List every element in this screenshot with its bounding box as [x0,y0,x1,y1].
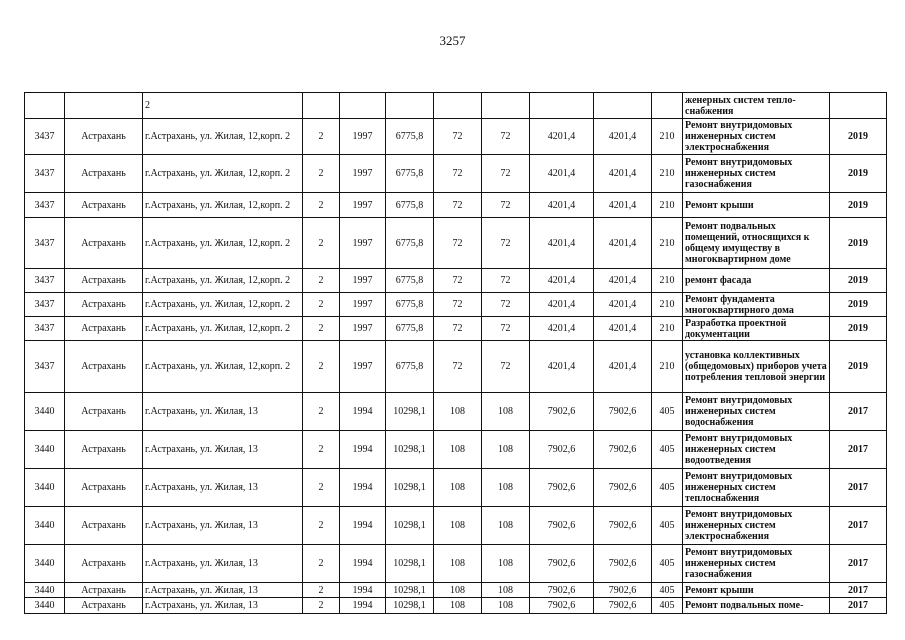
cell-col6: 108 [434,583,482,598]
cell-col10: 405 [652,393,683,431]
cell-city: Астрахань [65,469,143,507]
cell-work: Ремонт внутридомовых инженерных систем электроснабжения [683,119,830,155]
cell-col7: 72 [482,317,530,341]
cell-col9: 7902,6 [594,583,652,598]
cell-work: Ремонт крыши [683,193,830,218]
cell-address: г.Астрахань, ул. Жилая, 12,корп. 2 [143,119,303,155]
table-row [25,469,887,507]
cell-city: Астрахань [65,393,143,431]
table-row [25,393,887,431]
cell-col7: 108 [482,545,530,583]
table-row [25,317,887,341]
cell-total-area: 10298,1 [386,545,434,583]
cell-total-area: 10298,1 [386,583,434,598]
cell-empty [25,93,65,119]
cell-id: 3437 [25,341,65,393]
cell-total-area: 6775,8 [386,218,434,269]
cell-year: 1997 [340,193,386,218]
cell-plan-year: 2017 [830,598,887,614]
cell-col6: 72 [434,218,482,269]
cell-col9: 4201,4 [594,119,652,155]
cell-floors: 2 [303,317,340,341]
cell-col6: 72 [434,193,482,218]
cell-col6: 108 [434,598,482,614]
cell-city: Астрахань [65,293,143,317]
cell-city: Астрахань [65,507,143,545]
cell-id: 3440 [25,431,65,469]
cell-empty [530,93,594,119]
cell-year: 1994 [340,393,386,431]
registry-table [24,92,887,614]
cell-col7: 72 [482,119,530,155]
cell-col9: 4201,4 [594,269,652,293]
cell-col8: 7902,6 [530,598,594,614]
cell-col7: 108 [482,393,530,431]
cell-plan-year: 2019 [830,317,887,341]
cell-city: Астрахань [65,193,143,218]
cell-col7: 108 [482,598,530,614]
cell-year: 1994 [340,507,386,545]
cell-col6: 72 [434,293,482,317]
cell-year: 1997 [340,317,386,341]
cell-col10: 405 [652,598,683,614]
cell-plan-year: 2017 [830,469,887,507]
cell-work: Разработка проектной документации [683,317,830,341]
cell-total-area: 10298,1 [386,598,434,614]
cell-address: г.Астрахань, ул. Жилая, 12,корп. 2 [143,293,303,317]
cell-plan-year: 2019 [830,341,887,393]
cell-empty [434,93,482,119]
cell-floors: 2 [303,218,340,269]
cell-address: г.Астрахань, ул. Жилая, 13 [143,583,303,598]
cell-col7: 72 [482,193,530,218]
cell-col8: 4201,4 [530,218,594,269]
cell-floors: 2 [303,393,340,431]
cell-col6: 72 [434,155,482,193]
cell-id: 3440 [25,583,65,598]
cell-year: 1994 [340,469,386,507]
table-row [25,431,887,469]
cell-col6: 108 [434,507,482,545]
cell-year: 1994 [340,583,386,598]
cell-address: г.Астрахань, ул. Жилая, 13 [143,469,303,507]
cell-total-area: 6775,8 [386,341,434,393]
cell-total-area: 6775,8 [386,155,434,193]
cell-col9: 7902,6 [594,431,652,469]
cell-col7: 72 [482,218,530,269]
cell-empty [830,93,887,119]
cell-floors: 2 [303,293,340,317]
cell-address: г.Астрахань, ул. Жилая, 13 [143,507,303,545]
cell-id: 3437 [25,269,65,293]
cell-col10: 210 [652,218,683,269]
cell-plan-year: 2019 [830,119,887,155]
cell-total-area: 6775,8 [386,269,434,293]
cell-address: г.Астрахань, ул. Жилая, 12,корп. 2 [143,341,303,393]
cell-plan-year: 2017 [830,393,887,431]
cell-work: ремонт фасада [683,269,830,293]
cell-city: Астрахань [65,218,143,269]
cell-work: Ремонт подвальных помещений, относящихся к общему имуществу в многоквартирном доме [683,218,830,269]
cell-id: 3437 [25,293,65,317]
table-row [25,341,887,393]
cell-floors: 2 [303,583,340,598]
cell-col6: 108 [434,469,482,507]
cell-col10: 405 [652,431,683,469]
cell-plan-year: 2017 [830,507,887,545]
cell-city: Астрахань [65,269,143,293]
cell-col7: 108 [482,507,530,545]
cell-floors: 2 [303,119,340,155]
cell-col8: 4201,4 [530,317,594,341]
cell-col10: 210 [652,269,683,293]
cell-col9: 7902,6 [594,507,652,545]
cell-total-area: 6775,8 [386,193,434,218]
cell-address: г.Астрахань, ул. Жилая, 13 [143,431,303,469]
table-row [25,269,887,293]
cell-address: г.Астрахань, ул. Жилая, 12,корп. 2 [143,317,303,341]
cell-work: Ремонт крыши [683,583,830,598]
cell-col8: 7902,6 [530,431,594,469]
cell-col10: 210 [652,155,683,193]
cell-year: 1997 [340,155,386,193]
cell-col8: 4201,4 [530,155,594,193]
table-row [25,193,887,218]
cell-city: Астрахань [65,317,143,341]
cell-floors: 2 [303,598,340,614]
cell-plan-year: 2019 [830,269,887,293]
cell-total-area: 10298,1 [386,431,434,469]
cell-floors: 2 [303,269,340,293]
cell-col8: 7902,6 [530,507,594,545]
table-row [25,598,887,614]
table-row [25,119,887,155]
cell-id: 3440 [25,545,65,583]
cell-address: 2 [143,93,303,119]
cell-col10: 210 [652,341,683,393]
cell-address: г.Астрахань, ул. Жилая, 12,корп. 2 [143,218,303,269]
cell-col7: 72 [482,269,530,293]
cell-work: Ремонт внутридомовых инженерных систем водоснабжения [683,393,830,431]
cell-col6: 72 [434,119,482,155]
cell-col9: 7902,6 [594,469,652,507]
cell-floors: 2 [303,545,340,583]
cell-city: Астрахань [65,583,143,598]
cell-floors: 2 [303,193,340,218]
cell-col6: 108 [434,393,482,431]
cell-col6: 72 [434,269,482,293]
cell-work: установка коллективных (общедомовых) приборов учета потребления тепловой энергии [683,341,830,393]
cell-total-area: 6775,8 [386,119,434,155]
cell-col8: 4201,4 [530,269,594,293]
cell-year: 1994 [340,545,386,583]
cell-address: г.Астрахань, ул. Жилая, 12,корп. 2 [143,269,303,293]
cell-floors: 2 [303,341,340,393]
cell-col7: 108 [482,469,530,507]
cell-work: Ремонт внутридомовых инженерных систем газоснабжения [683,545,830,583]
cell-year: 1997 [340,218,386,269]
cell-total-area: 10298,1 [386,469,434,507]
table-row-continued [25,93,887,119]
cell-floors: 2 [303,155,340,193]
cell-col6: 72 [434,317,482,341]
cell-id: 3437 [25,155,65,193]
cell-id: 3440 [25,598,65,614]
cell-address: г.Астрахань, ул. Жилая, 12,корп. 2 [143,155,303,193]
table-row [25,155,887,193]
cell-id: 3440 [25,393,65,431]
cell-work: женерных систем тепло- снабжения [683,93,830,119]
cell-col8: 4201,4 [530,293,594,317]
cell-city: Астрахань [65,431,143,469]
cell-col6: 108 [434,545,482,583]
cell-col6: 108 [434,431,482,469]
cell-year: 1997 [340,269,386,293]
cell-total-area: 6775,8 [386,317,434,341]
cell-col10: 210 [652,193,683,218]
cell-col10: 210 [652,119,683,155]
cell-empty [594,93,652,119]
cell-col8: 4201,4 [530,119,594,155]
cell-id: 3437 [25,119,65,155]
cell-address: г.Астрахань, ул. Жилая, 13 [143,598,303,614]
cell-total-area: 10298,1 [386,393,434,431]
cell-col7: 72 [482,341,530,393]
cell-work: Ремонт подвальных поме- [683,598,830,614]
cell-plan-year: 2019 [830,155,887,193]
cell-city: Астрахань [65,155,143,193]
cell-col6: 72 [434,341,482,393]
cell-plan-year: 2019 [830,218,887,269]
table-row [25,545,887,583]
cell-col9: 7902,6 [594,393,652,431]
cell-col7: 108 [482,431,530,469]
cell-work: Ремонт внутридомовых инженерных систем газоснабжения [683,155,830,193]
cell-col10: 210 [652,293,683,317]
cell-col9: 4201,4 [594,341,652,393]
cell-total-area: 6775,8 [386,293,434,317]
cell-col8: 7902,6 [530,393,594,431]
cell-address: г.Астрахань, ул. Жилая, 13 [143,393,303,431]
cell-col10: 405 [652,507,683,545]
table-row [25,218,887,269]
cell-empty [303,93,340,119]
cell-floors: 2 [303,469,340,507]
cell-id: 3440 [25,507,65,545]
cell-work: Ремонт внутридомовых инженерных систем водоотведения [683,431,830,469]
cell-col9: 4201,4 [594,218,652,269]
cell-empty [340,93,386,119]
cell-city: Астрахань [65,598,143,614]
page-number: 3257 [439,33,466,48]
cell-total-area: 10298,1 [386,507,434,545]
cell-address: г.Астрахань, ул. Жилая, 13 [143,545,303,583]
cell-empty [652,93,683,119]
cell-col10: 405 [652,469,683,507]
table-row [25,507,887,545]
cell-col7: 72 [482,293,530,317]
cell-col10: 405 [652,583,683,598]
cell-floors: 2 [303,431,340,469]
cell-work: Ремонт фундамента многоквартирного дома [683,293,830,317]
cell-id: 3437 [25,193,65,218]
cell-plan-year: 2019 [830,293,887,317]
cell-col10: 405 [652,545,683,583]
cell-col7: 72 [482,155,530,193]
cell-plan-year: 2017 [830,431,887,469]
cell-floors: 2 [303,507,340,545]
cell-work: Ремонт внутридомовых инженерных систем теплоснабжения [683,469,830,507]
cell-empty [386,93,434,119]
cell-col8: 4201,4 [530,193,594,218]
table-row [25,583,887,598]
cell-year: 1997 [340,341,386,393]
cell-col8: 4201,4 [530,341,594,393]
cell-year: 1994 [340,598,386,614]
cell-year: 1997 [340,119,386,155]
cell-col9: 4201,4 [594,317,652,341]
table-row [25,293,887,317]
cell-plan-year: 2019 [830,193,887,218]
cell-city: Астрахань [65,341,143,393]
cell-id: 3437 [25,218,65,269]
cell-col9: 7902,6 [594,598,652,614]
cell-city: Астрахань [65,545,143,583]
cell-year: 1994 [340,431,386,469]
cell-plan-year: 2017 [830,545,887,583]
cell-id: 3440 [25,469,65,507]
cell-col9: 7902,6 [594,545,652,583]
cell-col8: 7902,6 [530,583,594,598]
cell-plan-year: 2017 [830,583,887,598]
cell-col9: 4201,4 [594,293,652,317]
cell-col9: 4201,4 [594,193,652,218]
cell-id: 3437 [25,317,65,341]
cell-empty [482,93,530,119]
cell-col7: 108 [482,583,530,598]
cell-col10: 210 [652,317,683,341]
cell-year: 1997 [340,293,386,317]
cell-address: г.Астрахань, ул. Жилая, 12,корп. 2 [143,193,303,218]
cell-col8: 7902,6 [530,469,594,507]
cell-col9: 4201,4 [594,155,652,193]
cell-col8: 7902,6 [530,545,594,583]
cell-city: Астрахань [65,119,143,155]
cell-empty [65,93,143,119]
cell-work: Ремонт внутридомовых инженерных систем электроснабжения [683,507,830,545]
